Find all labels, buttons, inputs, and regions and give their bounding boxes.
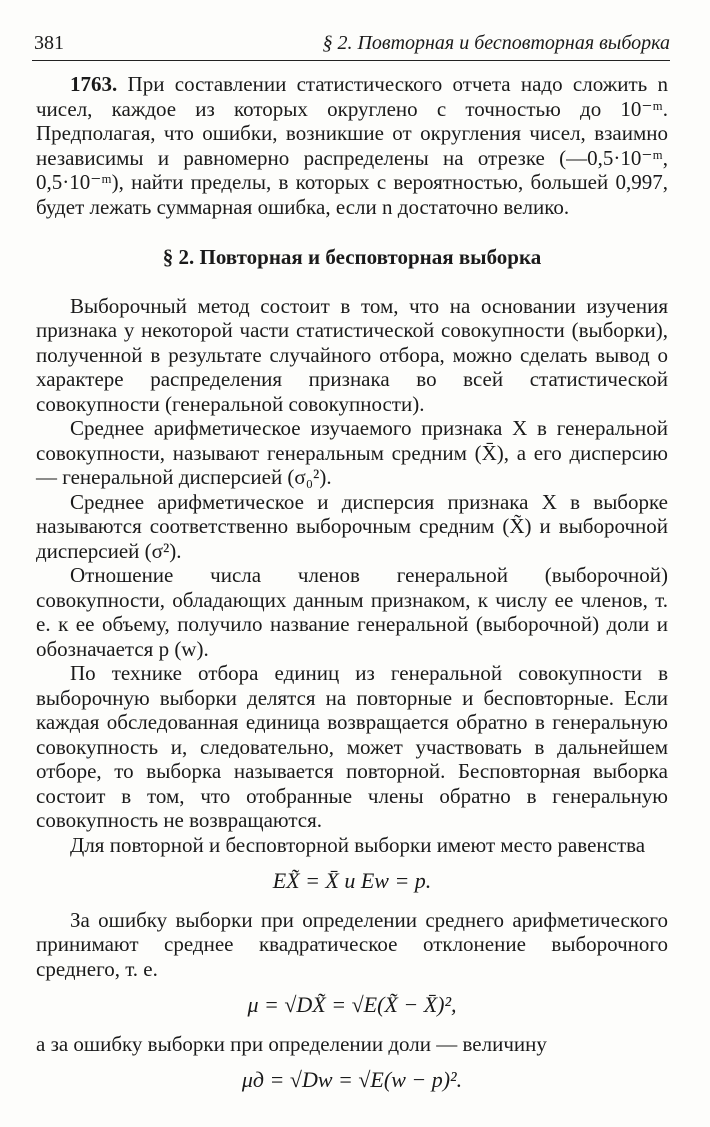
page-body	[36, 72, 668, 1107]
problem-number: 1763.	[70, 72, 118, 96]
paragraph-4: Отношение числа членов генеральной (выборочной) совокупности, обладающих данным признаком, к числу ее членов, т. е. к ее объему, получило название генеральной (выборочной) доли и обозначается p (w).	[36, 563, 668, 661]
paragraph-2: Среднее арифметическое изучаемого признака X в генеральной совокупности, называют генеральным средним (X̄), а его дисперсию — генеральной дисперсией (σ₀²).	[36, 416, 668, 489]
section-title: § 2. Повторная и бесповторная выборка	[162, 245, 542, 269]
running-title: § 2. Повторная и бесповторная выборка	[322, 32, 670, 54]
paragraph-1: Выборочный метод состоит в том, что на основании изучения признака у некоторой части статистической совокупности (выборки), полученной в результате случайного отбора, можно сделать вывод о характере распределения признака во всей статистической совокупности (генеральной совокупности).	[36, 293, 668, 416]
problem-1763	[36, 72, 668, 219]
paragraph-3: Среднее арифметическое и дисперсия признака X в выборке называются соответственно выборочным средним (X̃) и выборочной дисперсией (σ²).	[36, 489, 668, 563]
formula-mean-error: μ = √DX̃ = √E(X̃ − X̄)²,	[247, 992, 457, 1017]
formula-expectations: EX̃ = X̄ и Ew = p.	[272, 868, 432, 893]
page-number: 381	[34, 32, 64, 54]
formula-share-error: μд = √Dw = √E(w − p)².	[241, 1067, 463, 1092]
paragraph-5: По технике отбора единиц из генеральной совокупности в выборочную выборки делятся на повторные и бесповторные. Если каждая обследованная единица возвращается обратно в генеральную совокупность и, следовательно, может участвовать в дальнейшем отборе, то выборка называется повторной. Бесповторная выборка состоит в том, что отобранные члены обратно в генеральную совокупность не возвращаются.	[36, 661, 668, 832]
paragraph-8: а за ошибку выборки при определении доли — величину	[36, 1031, 547, 1056]
page-header	[32, 30, 670, 61]
paragraph-6: Для повторной и бесповторной выборки имеют место равенства	[70, 832, 646, 857]
problem-text: При составлении статистического отчета надо сложить n чисел, каждое из которых округлено с точностью до 10⁻ᵐ. Предполагая, что ошибки, возникшие от округления чисел, взаимно независимы и равномерно распределены на отрезке (—0,5·10⁻ᵐ, 0,5·10⁻ᵐ), найти пределы, в которых с вероятностью, большей 0,997, будет лежать суммарная ошибка, если n достаточно велико.	[36, 72, 668, 219]
paragraph-7: За ошибку выборки при определении среднего арифметического принимают среднее квадратическое отклонение выборочного среднего, т. е.	[36, 907, 668, 981]
